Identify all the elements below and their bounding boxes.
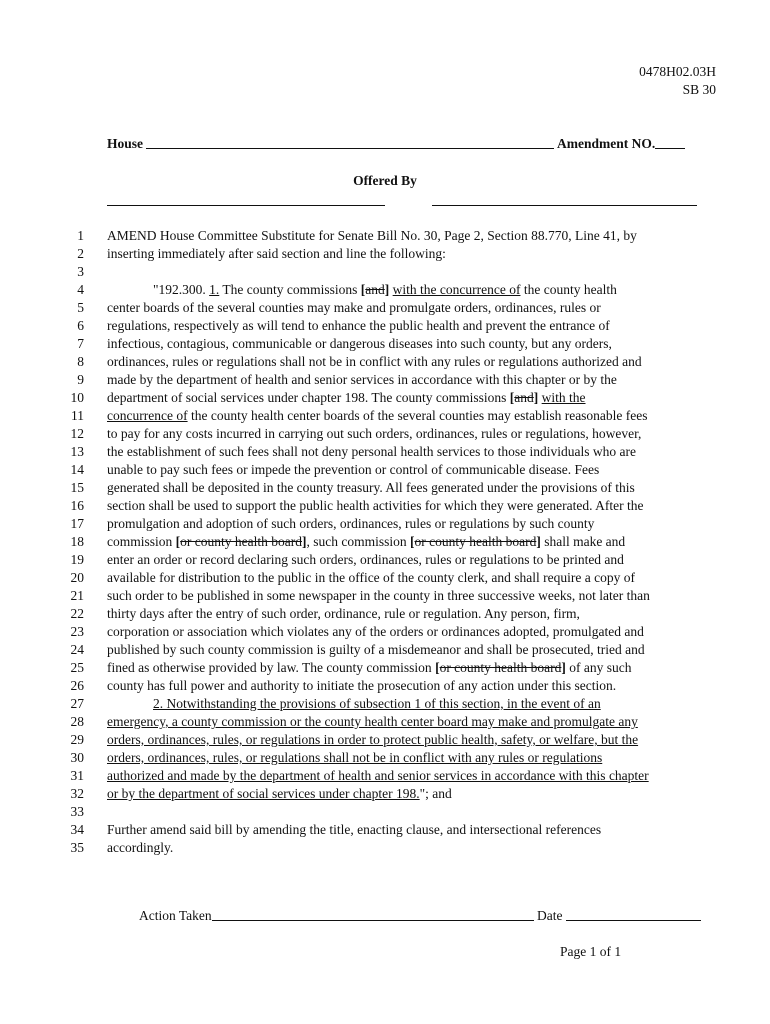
line-number: 5 xyxy=(77,300,84,315)
text-segment: regulations, respectively as will tend to enhance the public health and prevent the entrance of xyxy=(107,318,610,333)
text-segment: the county health center boards of the several counties may establish reasonable fees xyxy=(187,408,648,423)
text-segment: accordingly. xyxy=(107,840,174,855)
line-number: 14 xyxy=(70,462,84,477)
sponsor-signature-line-left xyxy=(107,205,385,206)
text-segment: such order to be published in some newspaper in the county in three successive weeks, not later than xyxy=(107,588,650,603)
text-line xyxy=(107,317,610,335)
line-number: 23 xyxy=(70,624,84,639)
line-number: 21 xyxy=(70,588,84,603)
deleted-text: and xyxy=(365,282,385,297)
document-id xyxy=(639,63,716,99)
text-segment: enter an order or record declaring such orders, ordinances, rules or regulations to be printed and xyxy=(107,552,624,567)
text-line xyxy=(107,515,594,533)
text-segment: , such commission xyxy=(306,534,410,549)
text-line xyxy=(107,821,601,839)
text-segment: infectious, contagious, communicable or dangerous diseases into such county, but any orders, xyxy=(107,336,612,351)
text-segment: unable to pay such fees or impede the prevention or control of communicable disease. Fees xyxy=(107,462,600,477)
page-number: Page 1 of 1 xyxy=(560,944,622,959)
text-line xyxy=(107,425,641,443)
deleted-text: or county health board xyxy=(414,534,537,549)
text-segment: to pay for any costs incurred in carrying out such orders, ordinances, rules or regulations, however, xyxy=(107,426,642,441)
deletion-bracket: [ xyxy=(409,534,415,549)
text-line xyxy=(107,533,625,551)
text-segment: commission xyxy=(107,534,176,549)
bill-number: SB 30 xyxy=(682,82,716,97)
action-taken-row xyxy=(139,908,701,924)
line-number: 1 xyxy=(77,228,84,243)
text-line xyxy=(107,479,635,497)
date-blank xyxy=(566,908,701,921)
text-line xyxy=(107,371,617,389)
offered-by-label: Offered By xyxy=(353,173,417,188)
line-number: 4 xyxy=(77,282,84,297)
deleted-text: or county health board xyxy=(180,534,302,549)
line-number: 11 xyxy=(71,408,84,423)
inserted-text: with the concurrence of xyxy=(392,282,521,297)
text-line xyxy=(107,281,617,299)
line-number: 9 xyxy=(77,372,84,387)
deletion-bracket: [ xyxy=(435,660,440,675)
inserted-text: authorized and made by the department of health and senior services in accordance with this chapter xyxy=(107,768,649,783)
house-label: House xyxy=(107,136,144,151)
document-number: 0478H02.03H xyxy=(639,64,716,79)
text-line xyxy=(107,497,643,515)
text-segment: promulgation and adoption of such orders, ordinances, rules or regulations by such county xyxy=(107,516,595,531)
inserted-text: emergency, a county commission or the county health center board may make and promulgate any xyxy=(107,714,638,729)
text-segment: the establishment of such fees shall not deny personal health services to those individuals who are xyxy=(107,444,636,459)
text-line xyxy=(107,605,580,623)
deletion-bracket: ] xyxy=(384,282,390,297)
text-segment: published by such county commission is guilty of a misdemeanor and shall be prosecuted, tried and xyxy=(107,642,645,657)
text-segment: fined as otherwise provided by law. The county commission xyxy=(107,660,436,675)
line-number: 34 xyxy=(70,822,84,837)
deletion-bracket: [ xyxy=(175,534,181,549)
amendment-number-blank xyxy=(655,136,685,149)
line-number: 33 xyxy=(70,804,84,819)
inserted-text: or by the department of social services under chapter 198. xyxy=(107,786,420,801)
house-blank-line xyxy=(146,136,554,149)
text-segment: inserting immediately after said section and line the following: xyxy=(107,246,446,261)
date-label: Date xyxy=(537,908,563,923)
line-number: 6 xyxy=(77,318,84,333)
text-segment: "; and xyxy=(419,786,452,801)
line-number: 3 xyxy=(77,264,84,279)
text-line xyxy=(107,839,173,857)
text-line xyxy=(107,461,599,479)
line-number: 19 xyxy=(70,552,84,567)
text-segment: center boards of the several counties may make and promulgate orders, ordinances, rules or xyxy=(107,300,601,315)
text-line xyxy=(107,407,648,425)
deletion-bracket: [ xyxy=(509,390,515,405)
text-segment: available for distribution to the public in the office of the county clerk, and shall require a copy of xyxy=(107,570,635,585)
amendment-header xyxy=(107,136,712,152)
line-number: 29 xyxy=(70,732,84,747)
action-taken-label: Action Taken xyxy=(139,908,212,923)
text-line xyxy=(107,677,616,695)
deletion-bracket: [ xyxy=(360,282,366,297)
text-line xyxy=(107,695,601,713)
text-segment: made by the department of health and senior services in accordance with this chapter or by the xyxy=(107,372,617,387)
text-segment: Further amend said bill by amending the title, enacting clause, and intersectional references xyxy=(107,822,602,837)
action-taken-blank xyxy=(212,908,534,921)
text-line xyxy=(107,749,602,767)
inserted-text: 2. Notwithstanding the provisions of subsection 1 of this section, in the event of an xyxy=(153,696,601,711)
inserted-text: concurrence of xyxy=(107,408,188,423)
deleted-text: or county health board xyxy=(439,660,562,675)
deletion-bracket: ] xyxy=(561,660,566,675)
line-number: 16 xyxy=(70,498,84,513)
text-line xyxy=(107,713,638,731)
line-number: 8 xyxy=(77,354,84,369)
line-number: 22 xyxy=(70,606,84,621)
line-number: 12 xyxy=(70,426,84,441)
text-segment: The county commissions xyxy=(219,282,361,297)
line-number: 27 xyxy=(70,696,84,711)
deletion-bracket: ] xyxy=(533,390,539,405)
line-number: 30 xyxy=(70,750,84,765)
inserted-text: with the xyxy=(541,390,586,405)
text-segment: county has full power and authority to initiate the prosecution of any action under this section. xyxy=(107,678,617,693)
text-line xyxy=(107,623,644,641)
text-line xyxy=(107,641,645,659)
text-line xyxy=(107,353,642,371)
line-number: 26 xyxy=(70,678,84,693)
text-segment: department of social services under chapter 198. The county commissions xyxy=(107,390,510,405)
line-number: 25 xyxy=(70,660,84,675)
line-number: 24 xyxy=(70,642,84,657)
text-line xyxy=(107,587,650,605)
line-number: 17 xyxy=(70,516,84,531)
inserted-text: orders, ordinances, rules, or regulations shall not be in conflict with any rules or regulations xyxy=(107,750,603,765)
text-line xyxy=(107,569,635,587)
line-number: 28 xyxy=(70,714,84,729)
line-number: 31 xyxy=(70,768,84,783)
text-line xyxy=(107,551,624,569)
text-line xyxy=(107,299,601,317)
text-line xyxy=(107,335,612,353)
sponsor-signature-line-right xyxy=(432,205,697,206)
line-number: 15 xyxy=(70,480,84,495)
text-segment: AMEND House Committee Substitute for Senate Bill No. 30, Page 2, Section 88.770, Line 41, by xyxy=(107,228,637,243)
deleted-text: and xyxy=(514,390,534,405)
text-segment: the county health xyxy=(520,282,617,297)
text-segment: "192.300. xyxy=(153,282,210,297)
text-line xyxy=(107,245,446,263)
line-number: 32 xyxy=(70,786,84,801)
text-line xyxy=(107,767,649,785)
text-segment: of any such xyxy=(565,660,632,675)
text-line xyxy=(107,227,637,245)
deletion-bracket: ] xyxy=(536,534,541,549)
inserted-text: 1. xyxy=(209,282,220,297)
amendment-number-label: Amendment NO. xyxy=(557,136,656,151)
text-segment: corporation or association which violates any of the orders or ordinances adopted, promulgated and xyxy=(107,624,644,639)
text-line xyxy=(107,389,586,407)
text-line xyxy=(107,731,638,749)
text-line xyxy=(107,785,452,803)
deletion-bracket: ] xyxy=(301,534,307,549)
line-number: 10 xyxy=(70,390,84,405)
line-number: 2 xyxy=(77,246,84,261)
line-number: 13 xyxy=(70,444,84,459)
inserted-text: orders, ordinances, rules, or regulations in order to protect public health, safety, or welfare, but the xyxy=(107,732,639,747)
line-number: 20 xyxy=(70,570,84,585)
text-segment: ordinances, rules or regulations shall not be in conflict with any rules or regulations authorized and xyxy=(107,354,642,369)
text-segment: thirty days after the entry of such order, ordinance, rule or regulation. Any person, firm, xyxy=(107,606,580,621)
text-segment: generated shall be deposited in the county treasury. All fees generated under the provisions of this xyxy=(107,480,635,495)
text-segment: section shall be used to support the public health activities for which they were generated. After the xyxy=(107,498,644,513)
text-line xyxy=(107,659,632,677)
line-number: 7 xyxy=(77,336,84,351)
line-number: 18 xyxy=(70,534,84,549)
text-line xyxy=(107,443,636,461)
text-segment: shall make and xyxy=(540,534,626,549)
line-number: 35 xyxy=(70,840,84,855)
